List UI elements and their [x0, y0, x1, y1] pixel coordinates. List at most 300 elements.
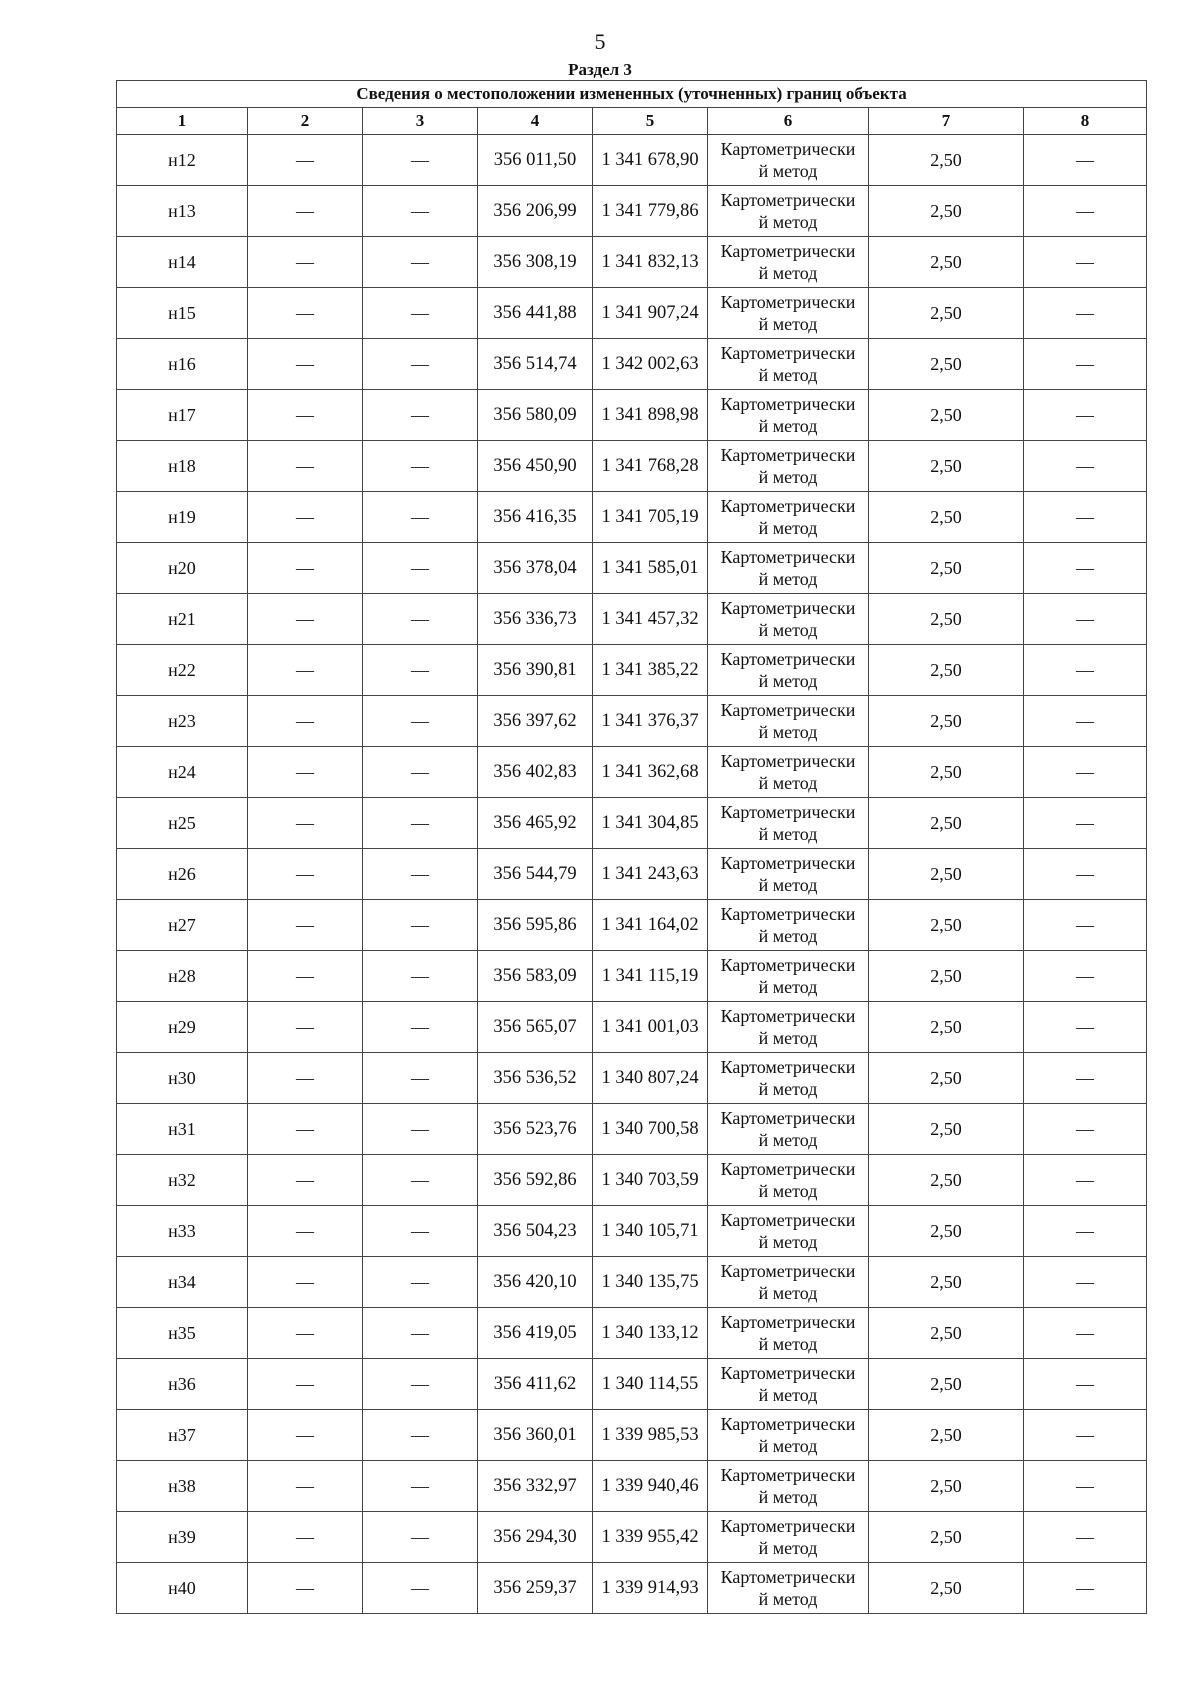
x-coordinate-cell: 356 402,83: [478, 747, 593, 798]
method-text-line2: й метод: [758, 875, 818, 895]
col2-cell: —: [248, 645, 363, 696]
col3-cell: —: [363, 339, 478, 390]
col2-cell: —: [248, 441, 363, 492]
method-text-line2: й метод: [758, 1232, 818, 1252]
table-row: [117, 1104, 1147, 1155]
method-text-line2: й метод: [758, 722, 818, 742]
table-row: [117, 645, 1147, 696]
col3-cell: —: [363, 1512, 478, 1563]
accuracy-cell: 2,50: [869, 1410, 1024, 1461]
y-coordinate-cell: 1 341 705,19: [593, 492, 708, 543]
table-row: [117, 1512, 1147, 1563]
method-text-line2: й метод: [758, 467, 818, 487]
y-coordinate-cell: 1 340 807,24: [593, 1053, 708, 1104]
accuracy-cell: 2,50: [869, 339, 1024, 390]
table-row: [117, 288, 1147, 339]
method-cell: [708, 1359, 869, 1410]
col2-cell: —: [248, 747, 363, 798]
accuracy-cell: 2,50: [869, 1461, 1024, 1512]
point-cell: н26: [117, 849, 248, 900]
y-coordinate-cell: 1 341 779,86: [593, 186, 708, 237]
method-cell: [708, 849, 869, 900]
table-row: [117, 951, 1147, 1002]
point-cell: н29: [117, 1002, 248, 1053]
x-coordinate-cell: 356 595,86: [478, 900, 593, 951]
method-text-line1: Картометрически: [720, 394, 856, 414]
x-coordinate-cell: 356 419,05: [478, 1308, 593, 1359]
table-row: [117, 900, 1147, 951]
method-cell: [708, 237, 869, 288]
col3-cell: —: [363, 696, 478, 747]
table-body: [117, 135, 1147, 1614]
col3-cell: —: [363, 1563, 478, 1614]
table-row: [117, 798, 1147, 849]
col3-cell: —: [363, 1053, 478, 1104]
method-text-line2: й метод: [758, 1589, 818, 1609]
x-coordinate-cell: 356 011,50: [478, 135, 593, 186]
method-text-line1: Картометрически: [720, 139, 856, 159]
method-text-line1: Картометрически: [720, 751, 856, 771]
x-coordinate-cell: 356 416,35: [478, 492, 593, 543]
col8-cell: —: [1024, 594, 1147, 645]
y-coordinate-cell: 1 341 585,01: [593, 543, 708, 594]
method-cell: [708, 1002, 869, 1053]
method-cell: [708, 543, 869, 594]
method-text-line2: й метод: [758, 926, 818, 946]
col2-cell: —: [248, 237, 363, 288]
method-text-line1: Картометрически: [720, 1414, 856, 1434]
col8-cell: —: [1024, 186, 1147, 237]
column-number-row: [117, 108, 1147, 135]
method-text-line1: Картометрически: [720, 700, 856, 720]
col3-cell: —: [363, 594, 478, 645]
method-cell: [708, 390, 869, 441]
method-cell: [708, 1512, 869, 1563]
x-coordinate-cell: 356 411,62: [478, 1359, 593, 1410]
y-coordinate-cell: 1 341 768,28: [593, 441, 708, 492]
col8-cell: —: [1024, 1206, 1147, 1257]
point-cell: н21: [117, 594, 248, 645]
accuracy-cell: 2,50: [869, 543, 1024, 594]
col2-cell: —: [248, 1257, 363, 1308]
method-cell: [708, 1461, 869, 1512]
method-text-line2: й метод: [758, 1181, 818, 1201]
col8-cell: —: [1024, 951, 1147, 1002]
accuracy-cell: 2,50: [869, 1308, 1024, 1359]
point-cell: н14: [117, 237, 248, 288]
col2-cell: —: [248, 390, 363, 441]
method-text-line1: Картометрически: [720, 1363, 856, 1383]
col8-cell: —: [1024, 339, 1147, 390]
table-caption-row: [117, 81, 1147, 108]
method-text-line2: й метод: [758, 212, 818, 232]
col3-cell: —: [363, 1257, 478, 1308]
page-number: 5: [594, 29, 606, 54]
accuracy-cell: 2,50: [869, 1053, 1024, 1104]
x-coordinate-cell: 356 514,74: [478, 339, 593, 390]
method-text-line1: Картометрически: [720, 853, 856, 873]
col2-cell: —: [248, 1308, 363, 1359]
col3-cell: —: [363, 951, 478, 1002]
method-text-line1: Картометрически: [720, 1006, 856, 1026]
accuracy-cell: 2,50: [869, 1155, 1024, 1206]
col8-cell: —: [1024, 798, 1147, 849]
method-text-line1: Картометрически: [720, 241, 856, 261]
y-coordinate-cell: 1 341 376,37: [593, 696, 708, 747]
col2-cell: —: [248, 492, 363, 543]
point-cell: н39: [117, 1512, 248, 1563]
y-coordinate-cell: 1 341 832,13: [593, 237, 708, 288]
accuracy-cell: 2,50: [869, 849, 1024, 900]
col8-cell: —: [1024, 1155, 1147, 1206]
y-coordinate-cell: 1 339 914,93: [593, 1563, 708, 1614]
col3-cell: —: [363, 645, 478, 696]
x-coordinate-cell: 356 544,79: [478, 849, 593, 900]
accuracy-cell: 2,50: [869, 900, 1024, 951]
method-text-line1: Картометрически: [720, 1465, 856, 1485]
accuracy-cell: 2,50: [869, 1512, 1024, 1563]
x-coordinate-cell: 356 360,01: [478, 1410, 593, 1461]
point-cell: н31: [117, 1104, 248, 1155]
point-cell: н35: [117, 1308, 248, 1359]
method-cell: [708, 441, 869, 492]
method-text-line2: й метод: [758, 1538, 818, 1558]
col2-cell: —: [248, 951, 363, 1002]
method-text-line2: й метод: [758, 1487, 818, 1507]
table-row: [117, 135, 1147, 186]
method-cell: [708, 696, 869, 747]
accuracy-cell: 2,50: [869, 1359, 1024, 1410]
method-text-line2: й метод: [758, 773, 818, 793]
method-text-line2: й метод: [758, 263, 818, 283]
column-number-5: 5: [593, 108, 708, 135]
method-cell: [708, 1104, 869, 1155]
col8-cell: —: [1024, 1410, 1147, 1461]
y-coordinate-cell: 1 340 133,12: [593, 1308, 708, 1359]
method-text-line2: й метод: [758, 1028, 818, 1048]
section-title: Раздел 3: [568, 60, 632, 79]
column-number-2: 2: [248, 108, 363, 135]
x-coordinate-cell: 356 523,76: [478, 1104, 593, 1155]
method-text-line1: Картометрически: [720, 1312, 856, 1332]
point-cell: н24: [117, 747, 248, 798]
table-row: [117, 441, 1147, 492]
method-text-line1: Картометрически: [720, 190, 856, 210]
method-text-line2: й метод: [758, 1130, 818, 1150]
y-coordinate-cell: 1 341 115,19: [593, 951, 708, 1002]
col3-cell: —: [363, 492, 478, 543]
method-cell: [708, 1257, 869, 1308]
y-coordinate-cell: 1 341 243,63: [593, 849, 708, 900]
method-text-line2: й метод: [758, 1385, 818, 1405]
col8-cell: —: [1024, 645, 1147, 696]
table-row: [117, 186, 1147, 237]
col8-cell: —: [1024, 1512, 1147, 1563]
table-row: [117, 237, 1147, 288]
accuracy-cell: 2,50: [869, 798, 1024, 849]
method-cell: [708, 645, 869, 696]
y-coordinate-cell: 1 340 700,58: [593, 1104, 708, 1155]
point-cell: н13: [117, 186, 248, 237]
accuracy-cell: 2,50: [869, 696, 1024, 747]
accuracy-cell: 2,50: [869, 237, 1024, 288]
x-coordinate-cell: 356 259,37: [478, 1563, 593, 1614]
point-cell: н30: [117, 1053, 248, 1104]
method-cell: [708, 594, 869, 645]
col2-cell: —: [248, 339, 363, 390]
col8-cell: —: [1024, 390, 1147, 441]
table-row: [117, 543, 1147, 594]
method-text-line2: й метод: [758, 1079, 818, 1099]
point-cell: н25: [117, 798, 248, 849]
table-row: [117, 390, 1147, 441]
y-coordinate-cell: 1 341 907,24: [593, 288, 708, 339]
method-text-line1: Картометрически: [720, 1567, 856, 1587]
column-number-3: 3: [363, 108, 478, 135]
y-coordinate-cell: 1 341 898,98: [593, 390, 708, 441]
col8-cell: —: [1024, 849, 1147, 900]
col8-cell: —: [1024, 900, 1147, 951]
accuracy-cell: 2,50: [869, 135, 1024, 186]
point-cell: н28: [117, 951, 248, 1002]
x-coordinate-cell: 356 294,30: [478, 1512, 593, 1563]
point-cell: н20: [117, 543, 248, 594]
accuracy-cell: 2,50: [869, 441, 1024, 492]
table-row: [117, 594, 1147, 645]
y-coordinate-cell: 1 339 955,42: [593, 1512, 708, 1563]
col8-cell: —: [1024, 1563, 1147, 1614]
accuracy-cell: 2,50: [869, 1002, 1024, 1053]
col3-cell: —: [363, 441, 478, 492]
method-cell: [708, 186, 869, 237]
method-text-line2: й метод: [758, 671, 818, 691]
y-coordinate-cell: 1 340 135,75: [593, 1257, 708, 1308]
accuracy-cell: 2,50: [869, 1206, 1024, 1257]
method-cell: [708, 339, 869, 390]
x-coordinate-cell: 356 592,86: [478, 1155, 593, 1206]
accuracy-cell: 2,50: [869, 645, 1024, 696]
point-cell: н37: [117, 1410, 248, 1461]
method-cell: [708, 492, 869, 543]
y-coordinate-cell: 1 339 940,46: [593, 1461, 708, 1512]
col2-cell: —: [248, 1359, 363, 1410]
point-cell: н40: [117, 1563, 248, 1614]
col2-cell: —: [248, 1155, 363, 1206]
accuracy-cell: 2,50: [869, 390, 1024, 441]
col3-cell: —: [363, 747, 478, 798]
x-coordinate-cell: 356 378,04: [478, 543, 593, 594]
col2-cell: —: [248, 135, 363, 186]
col3-cell: —: [363, 1461, 478, 1512]
col2-cell: —: [248, 1410, 363, 1461]
method-text-line1: Картометрически: [720, 1159, 856, 1179]
col3-cell: —: [363, 288, 478, 339]
col3-cell: —: [363, 900, 478, 951]
col2-cell: —: [248, 1104, 363, 1155]
method-text-line1: Картометрически: [720, 547, 856, 567]
table-row: [117, 1359, 1147, 1410]
x-coordinate-cell: 356 583,09: [478, 951, 593, 1002]
method-text-line2: й метод: [758, 518, 818, 538]
col2-cell: —: [248, 1206, 363, 1257]
y-coordinate-cell: 1 342 002,63: [593, 339, 708, 390]
method-text-line2: й метод: [758, 1283, 818, 1303]
col2-cell: —: [248, 798, 363, 849]
y-coordinate-cell: 1 341 164,02: [593, 900, 708, 951]
col2-cell: —: [248, 1563, 363, 1614]
method-cell: [708, 951, 869, 1002]
col8-cell: —: [1024, 1308, 1147, 1359]
method-text-line2: й метод: [758, 569, 818, 589]
col3-cell: —: [363, 849, 478, 900]
col2-cell: —: [248, 1512, 363, 1563]
y-coordinate-cell: 1 340 703,59: [593, 1155, 708, 1206]
col2-cell: —: [248, 288, 363, 339]
y-coordinate-cell: 1 341 385,22: [593, 645, 708, 696]
column-number-6: 6: [708, 108, 869, 135]
col2-cell: —: [248, 1053, 363, 1104]
point-cell: н36: [117, 1359, 248, 1410]
column-number-8: 8: [1024, 108, 1147, 135]
point-cell: н22: [117, 645, 248, 696]
col2-cell: —: [248, 900, 363, 951]
accuracy-cell: 2,50: [869, 1563, 1024, 1614]
method-text-line2: й метод: [758, 1436, 818, 1456]
col3-cell: —: [363, 1308, 478, 1359]
col8-cell: —: [1024, 747, 1147, 798]
col3-cell: —: [363, 1155, 478, 1206]
table-row: [117, 1461, 1147, 1512]
col2-cell: —: [248, 849, 363, 900]
col8-cell: —: [1024, 288, 1147, 339]
method-text-line1: Картометрически: [720, 1516, 856, 1536]
method-text-line2: й метод: [758, 416, 818, 436]
method-text-line1: Картометрически: [720, 802, 856, 822]
method-text-line2: й метод: [758, 977, 818, 997]
table-row: [117, 1053, 1147, 1104]
method-text-line1: Картометрически: [720, 649, 856, 669]
table-row: [117, 1410, 1147, 1461]
table-row: [117, 1308, 1147, 1359]
method-cell: [708, 1206, 869, 1257]
point-cell: н23: [117, 696, 248, 747]
y-coordinate-cell: 1 341 304,85: [593, 798, 708, 849]
accuracy-cell: 2,50: [869, 1257, 1024, 1308]
col3-cell: —: [363, 1206, 478, 1257]
col2-cell: —: [248, 186, 363, 237]
col3-cell: —: [363, 1104, 478, 1155]
col3-cell: —: [363, 1410, 478, 1461]
method-cell: [708, 1155, 869, 1206]
y-coordinate-cell: 1 340 114,55: [593, 1359, 708, 1410]
accuracy-cell: 2,50: [869, 951, 1024, 1002]
table-row: [117, 1563, 1147, 1614]
method-text-line2: й метод: [758, 1334, 818, 1354]
x-coordinate-cell: 356 332,97: [478, 1461, 593, 1512]
point-cell: н16: [117, 339, 248, 390]
col2-cell: —: [248, 543, 363, 594]
method-cell: [708, 1563, 869, 1614]
col3-cell: —: [363, 798, 478, 849]
point-cell: н17: [117, 390, 248, 441]
method-text-line2: й метод: [758, 824, 818, 844]
accuracy-cell: 2,50: [869, 1104, 1024, 1155]
col3-cell: —: [363, 390, 478, 441]
point-cell: н34: [117, 1257, 248, 1308]
table-row: [117, 1206, 1147, 1257]
method-text-line2: й метод: [758, 314, 818, 334]
point-cell: н33: [117, 1206, 248, 1257]
method-text-line1: Картометрически: [720, 1210, 856, 1230]
y-coordinate-cell: 1 341 362,68: [593, 747, 708, 798]
col2-cell: —: [248, 1461, 363, 1512]
point-cell: н18: [117, 441, 248, 492]
point-cell: н27: [117, 900, 248, 951]
method-text-line2: й метод: [758, 161, 818, 181]
accuracy-cell: 2,50: [869, 186, 1024, 237]
table-row: [117, 1257, 1147, 1308]
x-coordinate-cell: 356 536,52: [478, 1053, 593, 1104]
method-text-line1: Картометрически: [720, 598, 856, 618]
col8-cell: —: [1024, 492, 1147, 543]
method-text-line1: Картометрически: [720, 904, 856, 924]
col8-cell: —: [1024, 1461, 1147, 1512]
x-coordinate-cell: 356 420,10: [478, 1257, 593, 1308]
method-text-line1: Картометрически: [720, 955, 856, 975]
x-coordinate-cell: 356 450,90: [478, 441, 593, 492]
method-cell: [708, 288, 869, 339]
table-row: [117, 1155, 1147, 1206]
method-text-line1: Картометрически: [720, 1108, 856, 1128]
col8-cell: —: [1024, 1002, 1147, 1053]
col8-cell: —: [1024, 543, 1147, 594]
x-coordinate-cell: 356 397,62: [478, 696, 593, 747]
method-cell: [708, 798, 869, 849]
y-coordinate-cell: 1 341 678,90: [593, 135, 708, 186]
x-coordinate-cell: 356 206,99: [478, 186, 593, 237]
method-text-line1: Картометрически: [720, 343, 856, 363]
method-text-line2: й метод: [758, 365, 818, 385]
x-coordinate-cell: 356 441,88: [478, 288, 593, 339]
point-cell: н12: [117, 135, 248, 186]
method-text-line1: Картометрически: [720, 292, 856, 312]
column-number-1: 1: [117, 108, 248, 135]
method-cell: [708, 900, 869, 951]
accuracy-cell: 2,50: [869, 594, 1024, 645]
col8-cell: —: [1024, 441, 1147, 492]
col3-cell: —: [363, 1359, 478, 1410]
y-coordinate-cell: 1 341 457,32: [593, 594, 708, 645]
x-coordinate-cell: 356 390,81: [478, 645, 593, 696]
column-number-4: 4: [478, 108, 593, 135]
point-cell: н15: [117, 288, 248, 339]
col2-cell: —: [248, 696, 363, 747]
col2-cell: —: [248, 1002, 363, 1053]
x-coordinate-cell: 356 580,09: [478, 390, 593, 441]
col8-cell: —: [1024, 1104, 1147, 1155]
y-coordinate-cell: 1 340 105,71: [593, 1206, 708, 1257]
col2-cell: —: [248, 594, 363, 645]
x-coordinate-cell: 356 336,73: [478, 594, 593, 645]
table-row: [117, 492, 1147, 543]
method-cell: [708, 1410, 869, 1461]
accuracy-cell: 2,50: [869, 747, 1024, 798]
col3-cell: —: [363, 237, 478, 288]
x-coordinate-cell: 356 465,92: [478, 798, 593, 849]
method-cell: [708, 135, 869, 186]
col8-cell: —: [1024, 135, 1147, 186]
table-row: [117, 339, 1147, 390]
